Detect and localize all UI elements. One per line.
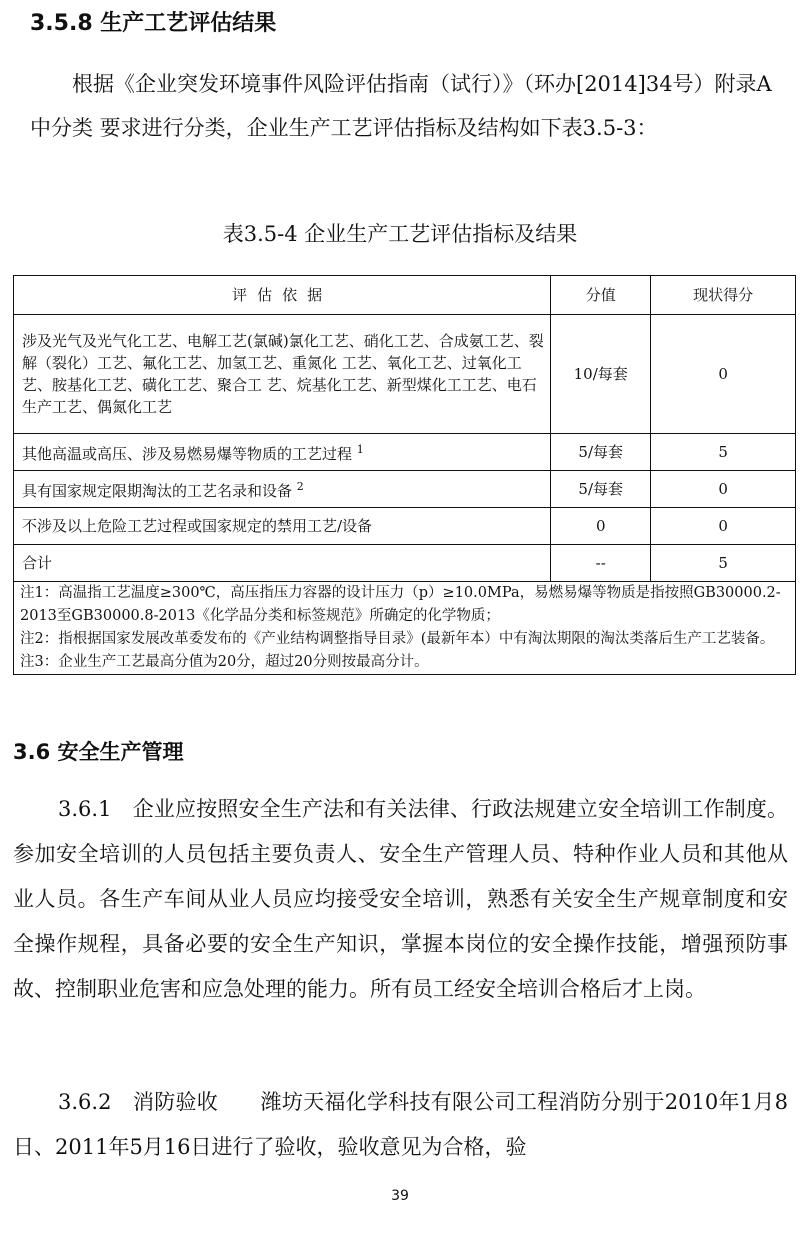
intro-paragraph: 根据《企业突发环境事件风险评估指南（试行）》（环办[2014]34号）附录A中分类 要求进行分类，企业生产工艺评估指标及结构如下表3.5-3： — [30, 72, 772, 140]
note-3: 注3：企业生产工艺最高分值为20分，超过20分则按最高分计。 — [20, 654, 429, 670]
table-row — [14, 471, 796, 508]
table-row — [14, 434, 796, 471]
paragraph-3-6-2: 3.6.2 消防验收 潍坊天福化学科技有限公司工程消防分别于2010年1月8日、2011年5月16日进行了验收，验收意见为合格，验 — [13, 1090, 788, 1159]
table-total-row — [14, 545, 796, 582]
paragraph-3-6-1: 3.6.1 企业应按照安全生产法和有关法律、行政法规建立安全培训工作制度。参加安全培训的人员包括主要负责人、安全生产管理人员、特种作业人员和其他从业人员。各生产车间从业人员应均接受安全培训，熟悉有关安全生产规章制度和安全操作规程，具备必要的安全生产知识，掌握本岗位的安全操作技能，增强预防事故、控制职业危害和应急处理的能力。所有员工经安全培训合格后才上岗。 — [13, 797, 788, 1001]
header-score-value: 分值 — [551, 276, 651, 315]
assessment-table — [13, 275, 796, 675]
row-basis — [14, 315, 551, 434]
table-notes-row — [14, 582, 796, 675]
row-score-value: 10/每套 — [551, 315, 651, 434]
basis-text: 具有国家规定限期淘汰的工艺名录和设备 — [22, 482, 293, 500]
row-basis — [14, 545, 551, 582]
row-current-score: 0 — [651, 508, 796, 545]
header-current-score: 现状得分 — [651, 276, 796, 315]
row-basis — [14, 434, 551, 471]
basis-text: 不涉及以上危险工艺过程或国家规定的禁用工艺/设备 — [22, 517, 373, 535]
subsection-heading: 3.6 安全生产管理 — [13, 740, 184, 764]
row-score-value: 0 — [551, 508, 651, 545]
basis-text: 涉及光气及光气化工艺、电解工艺(氯碱)氯化工艺、硝化工艺、合成氨工艺、裂解（裂化）工艺、氟化工艺、加氢工艺、重氮化 工艺、氧化工艺、过氧化工艺、胺基化工艺、磺化工艺、聚合工 艺、烷基化工艺、新型煤化工工艺、电石生产工艺、偶氮化工艺 — [22, 332, 544, 416]
row-basis — [14, 508, 551, 545]
row-current-score: 5 — [651, 545, 796, 582]
row-score-value: 5/每套 — [551, 471, 651, 508]
table-row — [14, 315, 796, 434]
footnote-marker: 1 — [356, 443, 364, 456]
row-score-value: 5/每套 — [551, 434, 651, 471]
row-current-score: 5 — [651, 434, 796, 471]
row-score-value: -- — [551, 545, 651, 582]
table-row — [14, 508, 796, 545]
header-basis: 评估依据 — [14, 276, 551, 315]
page-number: 39 — [391, 1188, 409, 1204]
basis-text: 合计 — [22, 554, 53, 572]
note-1: 注1：高温指工艺温度≥300℃，高压指压力容器的设计压力（p）≥10.0MPa，易燃易爆等物质是指按照GB30000.2-2013至GB30000.8-2013《化学品分类和标签规范》所确定的化学物质； — [20, 585, 781, 624]
table-caption: 表3.5-4 企业生产工艺评估指标及结果 — [222, 222, 578, 246]
row-current-score: 0 — [651, 471, 796, 508]
section-heading: 3.5.8 生产工艺评估结果 — [30, 11, 277, 36]
note-2: 注2：指根据国家发展改革委发布的《产业结构调整指导目录》(最新年本）中有淘汰期限的淘汰类落后生产工艺装备。 — [20, 631, 775, 647]
footnote-marker: 2 — [296, 480, 304, 493]
row-basis — [14, 471, 551, 508]
table-notes — [14, 582, 796, 675]
row-current-score: 0 — [651, 315, 796, 434]
table-header-row — [14, 276, 796, 315]
basis-text: 其他高温或高压、涉及易燃易爆等物质的工艺过程 — [22, 445, 353, 463]
